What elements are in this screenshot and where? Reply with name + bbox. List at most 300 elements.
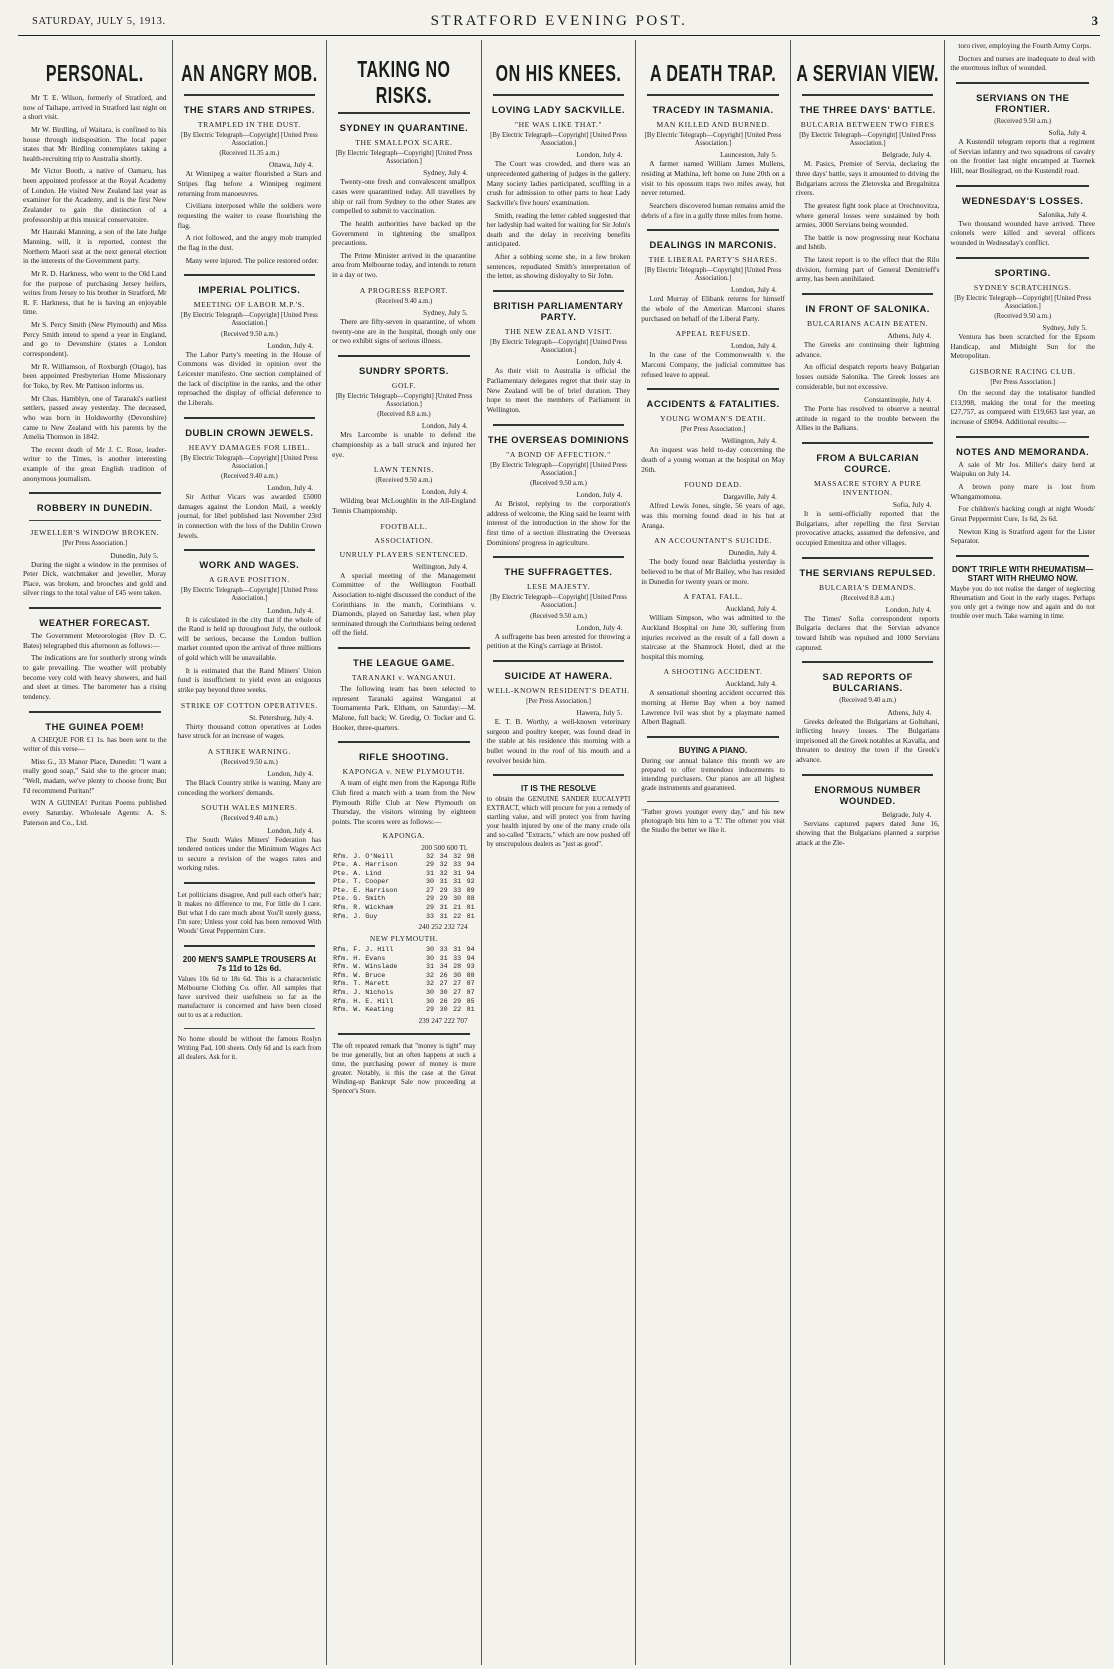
article-paragraph: It is semi-officially reported that the Bulgarians, after repelling the first Servian provocative attacks, assumed the defensive, and occupied Emenitza and other villages. xyxy=(795,510,940,548)
article-paragraph: The battle is now progressing near Kochana and Ishtib. xyxy=(795,233,940,252)
section-divider xyxy=(493,290,625,292)
score-cell: 31 xyxy=(439,954,448,963)
competitor-name: Pte. A. Harrison xyxy=(333,861,398,870)
article-paragraph: For children's hacking cough at night Woods' Great Peppermint Cure, 1s 6d, 2s 6d. xyxy=(950,505,1095,523)
score-cell: 30 xyxy=(453,895,462,904)
section-divider xyxy=(647,388,779,390)
score-cell: 31 xyxy=(439,903,448,912)
section-heading: THE LEAGUE GAME. xyxy=(353,657,455,669)
section-heading: SUNDRY SPORTS. xyxy=(359,364,449,376)
competitor-name: Rfm. H. E. Hill xyxy=(333,997,394,1006)
subheading: BULCARIA'S DEMANDS. xyxy=(819,582,917,592)
advertisement-heading: IT IS THE RESOLVE xyxy=(521,784,596,794)
section-divider xyxy=(956,185,1089,187)
score-cell: 85 xyxy=(466,997,475,1006)
subheading: UNRULY PLAYERS SENTENCED. xyxy=(339,549,469,559)
section-divider xyxy=(29,711,161,713)
article-paragraph: Mr W. Birdling, of Waitara, is confined to his house through indisposition. The local paper states that Mr Birdling contemplates taking a health-recruiting trip to Australia shortly. xyxy=(23,125,167,163)
section-heading: RIFLE SHOOTING. xyxy=(359,751,449,763)
article-paragraph: M. Pasics, Premier of Servia, declaring the three days' battle, says it amounted to driving the Bulgarians across the Zletovska and Bregalnitza rivers. xyxy=(795,160,940,198)
dateline: Athens, July 4. xyxy=(887,331,932,340)
section-heading: THE SERVIANS REPULSED. xyxy=(799,566,936,578)
section-divider xyxy=(647,229,779,231)
article-paragraph: The Government Meteorologist (Rev D. C. Bates) telegraphed this afternoon as follows:— xyxy=(23,632,167,650)
section-heading: THE STARS AND STRIPES. xyxy=(183,104,316,115)
section-heading: DUBLIN CROWN JEWELS. xyxy=(185,426,314,438)
score-cell: 27 xyxy=(439,980,448,989)
dateline: Constantinople, July 4. xyxy=(864,395,932,405)
score-columns: 200 500 600 Tl. xyxy=(421,842,468,852)
subheading: MASSACRE STORY A PURE INVENTION. xyxy=(813,479,922,498)
section-divider xyxy=(802,557,934,559)
article-paragraph: A sale of Mr Jos. Miller's dairy herd at Waipuku on July 14. xyxy=(950,460,1095,479)
competitor-name: Pte. A. Lind xyxy=(333,869,382,878)
subheading: MEETING OF LABOR M.P.'S. xyxy=(193,300,305,310)
subheading: HEAVY DAMAGES FOR LIBEL. xyxy=(188,442,310,452)
wire-credit: [By Electric Telegraph—Copyright] [United Press Association.] xyxy=(644,132,782,148)
columns xyxy=(18,40,1100,1665)
section-heading: ENORMOUS NUMBER WOUNDED. xyxy=(814,783,921,806)
score-cell: 30 xyxy=(453,971,462,980)
score-cell: 32 xyxy=(439,861,448,870)
article-paragraph: The South Wales Miners' Federation has tendered notices under the Minimum Wages Act to secure a revision of the wages rates and working rules. xyxy=(177,835,322,873)
competitor-name: Rfm. W. Bruce xyxy=(333,971,386,980)
newspaper-title: STRATFORD EVENING POST. xyxy=(430,13,688,29)
score-table-kaponga xyxy=(332,853,476,922)
section-divider xyxy=(338,112,470,114)
wire-credit: [By Electric Telegraph—Copyright] [United Press Association.] xyxy=(335,150,473,166)
section-divider xyxy=(956,82,1089,84)
dateline: Wellington, July 4. xyxy=(412,561,468,571)
advertisement-text: The oft repeated remark that "money is tight" may be true generally, but an often happens at such a time, the purchasing power of money is more greater. Notably, is this the case at the Great Winding-up Bankrupt Sale now proceeding at Spencer's Store. xyxy=(332,1042,476,1095)
article-paragraph: The greatest fight took place at Orechnovitza, where general losses were sustained by both armies, 3000 Servians being wounded. xyxy=(795,201,940,230)
article-paragraph: A team of eight men from the Kaponga Rifle Club fired a match with a team from the New Plymouth Rifle Club at New Plymouth on Thursday, the visitors winning by eighteen points. The scores were as follows:— xyxy=(332,779,476,826)
article-paragraph: After a sobbing scene she, in a few broken sentences, repudiated Smith's interpretation of the letter, as showing disloyalty to Sir John. xyxy=(486,253,631,281)
section-heading: TRACEDY IN TASMANIA. xyxy=(652,104,774,115)
section-heading: SERVIANS ON THE FRONTIER. xyxy=(976,91,1070,114)
score-cell: 31 xyxy=(426,869,435,878)
section-heading: THE OVERSEAS DOMINIONS xyxy=(487,433,630,445)
subheading: A PROGRESS REPORT. xyxy=(359,285,448,295)
advertisement-text: Maybe you do not realise the danger of neglecting Rheumatism and Gout in the early stages. Perhaps you only get a twinge now and again and do not trouble over much. Take warning in time. xyxy=(950,585,1095,620)
section-divider xyxy=(802,442,934,444)
dateline: Hawera, July 5. xyxy=(576,708,623,718)
score-cell: 32 xyxy=(426,971,435,980)
section-divider xyxy=(802,293,934,295)
section-divider xyxy=(802,661,934,663)
subheading: APPEAL REFUSED. xyxy=(675,329,751,339)
dateline: Sydney, July 5. xyxy=(423,307,468,317)
score-row xyxy=(332,963,476,972)
article-paragraph: Alfred Lewis Jones, single, 56 years of age, was this morning found dead in his hut at Aranga. xyxy=(641,502,785,530)
section-divider xyxy=(493,774,625,776)
score-cell: 27 xyxy=(426,886,435,895)
competitor-name: Pte. G. Smith xyxy=(333,895,386,904)
wire-credit: [Per Press Association.] xyxy=(990,378,1056,386)
article-paragraph: A farmer named William James Mullens, residing at Mathina, left home on June 20th on a visit to his opossum traps two miles away, but never returned. xyxy=(641,160,785,198)
competitor-name: Pte. E. Harrison xyxy=(333,886,398,895)
score-cell: 29 xyxy=(453,997,462,1006)
subheading: "HE WAS LIKE THAT." xyxy=(514,120,603,129)
score-cell: 88 xyxy=(466,895,475,904)
article-paragraph: An inquest was held to-day concerning the death of a young woman at the hospital on May 26th. xyxy=(641,446,785,474)
section-divider xyxy=(184,882,316,884)
received-time: (Received 8.8 a.m.) xyxy=(377,411,431,419)
article-paragraph: A riot followed, and the angry mob trampled the flag in the dust. xyxy=(177,234,322,252)
dateline: Sofia, July 4. xyxy=(892,500,932,510)
article-paragraph: A suffragette has been arrested for throwing a petition at the King's carriage at Bristol. xyxy=(486,632,631,651)
score-cell: 31 xyxy=(453,869,462,878)
section-heading: THE SUFFRAGETTES. xyxy=(504,566,613,578)
article-paragraph: A Kustendil telegram reports that a regiment of Servian infantry and two squadrons of cavalry on the frontier last night encamped at Tsernek Hill, near Bosilegrad, on the Kustendil road. xyxy=(950,138,1095,175)
score-cell: 30 xyxy=(426,954,435,963)
dateline: Launceston, July 5. xyxy=(720,150,777,160)
column-3 xyxy=(327,40,482,1665)
score-cell: 94 xyxy=(466,954,475,963)
article-paragraph: Searchers discovered human remains amid the debris of a fire in a gully three miles from home. xyxy=(641,201,785,220)
section-heading: SAD REPORTS OF BULCARIANS. xyxy=(822,671,913,694)
score-cell: 81 xyxy=(466,912,475,921)
score-row xyxy=(332,887,476,896)
article-paragraph: At Bristol, replying to the corporation's address of welcome, the King said he learnt with interest of the introduction in the show for the first time of a section illustrating the Overseas Dominions' progress in agriculture. xyxy=(486,499,631,547)
wire-credit: [By Electric Telegraph—Copyright] [United Press Association.] xyxy=(490,132,627,148)
score-cell: 87 xyxy=(466,989,475,998)
received-time: (Received 9.50 a.m.) xyxy=(530,479,587,487)
score-cell: 94 xyxy=(466,946,475,955)
score-cell: 30 xyxy=(426,989,435,998)
dateline: London, July 4. xyxy=(885,604,932,614)
section-heading: WEDNESDAY'S LOSSES. xyxy=(962,194,1084,206)
score-cell: 32 xyxy=(453,852,462,861)
subheading: TRAMPLED IN THE DUST. xyxy=(197,120,301,129)
wire-credit: [By Electric Telegraph—Copyright] [United Press Association.] xyxy=(954,294,1092,310)
article-paragraph: Lord Murray of Elibank returns for himself the whole of the American Marconi shares purchased on behalf of the Liberal Party. xyxy=(641,295,785,323)
dateline: Dargaville, July 4. xyxy=(723,492,777,502)
score-cell: 27 xyxy=(453,989,462,998)
advertisement-text: During our annual balance this month we are prepared to offer tremendous inducements to intending purchasers. Our pianos are all highest grade instruments and guaranteed. xyxy=(641,758,785,792)
score-cell: 89 xyxy=(466,886,475,895)
subheading: SYDNEY SCRATCHINGS. xyxy=(973,282,1072,292)
score-cell: 33 xyxy=(426,912,435,921)
subheading: A FATAL FALL. xyxy=(683,592,743,602)
score-cell: 29 xyxy=(426,895,435,904)
section-divider xyxy=(184,945,316,947)
score-row xyxy=(332,989,476,998)
team-name: KAPONGA. xyxy=(382,830,426,840)
subheading: MAN KILLED AND BURNED. xyxy=(656,120,770,129)
received-time: (Received 9.50 a.m.) xyxy=(994,117,1052,125)
wire-credit: [Per Press Association.] xyxy=(526,697,591,705)
advertisement-text: to obtain the GENUINE SANDER EUCALYPTI EXTRACT, which will procure for you a remedy of startling value, and will protect you from having your health injured by one of the many crude oils and so-called "Extracts," which are now pushed off by unscrupulous dealers as "just as good". xyxy=(486,796,631,849)
score-row xyxy=(332,853,476,862)
subheading: LESE MAJESTY. xyxy=(527,582,590,592)
section-heading: NOTES AND MEMORANDA. xyxy=(956,445,1090,457)
competitor-name: Pte. T. Cooper xyxy=(333,878,390,887)
received-time: (Received 11.35 a.m.) xyxy=(219,150,280,158)
score-cell: 21 xyxy=(453,903,462,912)
column-heading: AN ANGRY MOB. xyxy=(181,61,318,87)
section-divider xyxy=(647,94,779,96)
score-cell: 30 xyxy=(439,1006,448,1015)
section-divider xyxy=(29,607,161,609)
subheading: FOUND DEAD. xyxy=(684,480,742,490)
score-cell: 87 xyxy=(466,980,475,989)
article-paragraph: Greeks defeated the Bulgarians at Goltshani, inflicting heavy losses. The Bulgarians imprisoned all the Greek notables at Kavalla, and threaten to destroy the town if the Greek's advance. xyxy=(795,717,940,765)
section-divider xyxy=(338,647,470,649)
dateline: London, July 4. xyxy=(267,340,314,350)
section-divider xyxy=(338,1033,470,1035)
subheading: GISBORNE RACING CLUB. xyxy=(969,366,1076,376)
received-time: (Received 9.50 a.m.) xyxy=(220,758,278,766)
score-cell: 81 xyxy=(466,1006,475,1015)
competitor-name: Rfm. J. Nichols xyxy=(333,989,394,998)
article-paragraph: It is estimated that the Rand Miners' Union fund is insufficient to yield even an exiguous strike pay beyond three weeks. xyxy=(177,666,322,695)
advertisement-heading: 200 MEN'S SAMPLE TROUSERS At 7s 11d to 12s 6d. xyxy=(182,954,316,973)
received-time: (Received 9.50 a.m.) xyxy=(220,330,278,338)
rule xyxy=(29,520,161,521)
score-cell: 31 xyxy=(426,963,435,972)
score-cell: 88 xyxy=(466,971,475,980)
section-heading: SYDNEY IN QUARANTINE. xyxy=(339,122,469,133)
dateline: London, July 4. xyxy=(421,421,468,431)
dateline: London, July 4. xyxy=(267,483,314,493)
wire-credit: [By Electric Telegraph—Copyright] [United Press Association.] xyxy=(180,132,318,148)
dateline: London, July 4. xyxy=(267,605,314,615)
column-heading: TAKING NO RISKS. xyxy=(357,57,451,109)
column-1 xyxy=(18,40,173,1665)
article-paragraph: Mr T. E. Wilson, formerly of Stratford, and now of Taihape, arrived in Stratford last night on a short visit. xyxy=(23,94,167,122)
score-cell: 32 xyxy=(426,980,435,989)
section-divider xyxy=(956,555,1089,557)
article-paragraph: Mr Victor Booth, a native of Oamaru, has been appointed professor at the Royal Academy of London. He visited New Zealand last year as examiner for the Academy, and is the first New Zealander to gain the distinction of a professorship at this musical conservatoire. xyxy=(23,167,167,224)
dateline: Belgrade, July 4. xyxy=(881,150,932,160)
dateline: Auckland, July 4. xyxy=(725,679,777,689)
rule xyxy=(184,1028,316,1029)
score-cell: 29 xyxy=(426,861,435,870)
article-paragraph: The Labor Party's meeting in the House of Commons was divided in opinion over the Leicester manifesto. One section complained of the lack of discipline in the ranks, and the other reproached the display of official deference to the Liberals. xyxy=(177,350,322,407)
section-heading: SUICIDE AT HAWERA. xyxy=(504,669,613,681)
dateline: Athens, July 4. xyxy=(887,707,932,717)
masthead xyxy=(18,12,1100,36)
score-row xyxy=(332,878,476,887)
wire-credit: [Per Press Association.] xyxy=(680,426,746,434)
dateline: Dunedin, July 5. xyxy=(110,550,159,560)
section-heading: WEATHER FORECAST. xyxy=(39,617,151,629)
score-rows xyxy=(332,853,476,922)
competitor-name: Rfm. J. O'Neill xyxy=(333,852,394,861)
column-2 xyxy=(173,40,328,1665)
score-cell: 34 xyxy=(439,963,448,972)
dateline: London, July 4. xyxy=(731,285,777,295)
article-paragraph: A CHEQUE FOR £1 1s. has been sent to the writer of this verse— xyxy=(23,735,167,754)
received-time: (Received 9.50 a.m.) xyxy=(375,477,433,485)
subheading: A STRIKE WARNING. xyxy=(207,746,291,756)
section-divider xyxy=(184,417,316,419)
score-cell: 34 xyxy=(439,852,448,861)
competitor-name: Rfm. F. J. Hill xyxy=(333,946,394,955)
section-divider xyxy=(184,94,316,96)
article-paragraph: Miss G., 33 Manor Place, Dunedin: "I want a really good soap," Said she to the grocer man; "Well, madam, we've plenty to choose from; But I'd recommend Puritan!" xyxy=(23,757,167,795)
advertisement-text: No home should be without the famous Roslyn Writing Pad, 100 sheets. Only 6d and 1s each from all dealers. Ask for it. xyxy=(177,1035,322,1061)
advertisement-text: "Father grows younger every day," and his new photograph bits him to a 'T.' The oftener you visit the Studio the better we like it. xyxy=(641,808,785,834)
column-5 xyxy=(636,40,791,1665)
score-table-new-plymouth xyxy=(332,946,476,1015)
article-paragraph: A sensational shooting accident occurred this morning at Herne Bay when a boy named Lawrence Ivil was shot by a playmate named Albert Bagnall. xyxy=(641,689,785,727)
wire-credit: [By Electric Telegraph—Copyright] [United Press Association.] xyxy=(335,392,473,408)
score-cell: 30 xyxy=(426,878,435,887)
section-divider xyxy=(338,355,470,357)
dateline: Belgrade, July 4. xyxy=(881,809,932,819)
subheading: A SHOOTING ACCIDENT. xyxy=(663,667,763,677)
score-cell: 33 xyxy=(453,954,462,963)
competitor-name: Rfm. H. Evans xyxy=(333,954,386,963)
article-paragraph: Mr Chas. Hamblyn, one of Taranaki's earliest settlers, passed away yesterday. The deceased, who was born in Holdsworthy (Devonshire) came to New Zealand with his parents by the Amelia Thomson in 1842. xyxy=(23,394,167,442)
article-paragraph: Servians captured papers dated June 16, showing that the Bulgarians planned a surprise attack at the Zle- xyxy=(795,819,940,848)
score-cell: 28 xyxy=(453,963,462,972)
score-rows xyxy=(332,946,476,1015)
score-cell: 29 xyxy=(426,1006,435,1015)
section-divider xyxy=(493,94,625,96)
section-divider xyxy=(802,774,934,776)
section-heading: LOVING LADY SACKVILLE. xyxy=(491,104,626,115)
score-cell: 98 xyxy=(466,852,475,861)
score-cell: 31 xyxy=(439,878,448,887)
received-time: (Received 9.40 a.m.) xyxy=(375,297,433,305)
score-row xyxy=(332,861,476,870)
article-paragraph: Mr R. Williamson, of Roxburgh (Otago), has been appointed Presbyterian Home Missionary for Toko, by Rev. Mr Pattison informs us. xyxy=(23,362,167,390)
advertisement-heading: BUYING A PIANO. xyxy=(678,746,748,755)
dateline: London, July 4. xyxy=(421,487,468,497)
subheading: BULCARIANS ACAIN BEATEN. xyxy=(806,319,929,328)
article-paragraph: Smith, reading the letter cabled suggested that her ladyship had waited for waiting for Sir John's death and the delay in receiving benefits anticipated. xyxy=(486,211,631,249)
section-divider xyxy=(802,94,934,96)
subheading: AN ACCOUNTANT'S SUICIDE. xyxy=(654,536,772,546)
section-heading: THE GUINEA POEM! xyxy=(45,720,145,732)
score-row xyxy=(332,972,476,981)
score-cell: 27 xyxy=(453,980,462,989)
competitor-name: Rfm. W. Keating xyxy=(333,1006,394,1015)
dateline: London, July 4. xyxy=(267,769,314,779)
subheading: STRIKE OF COTTON OPERATIVES. xyxy=(180,700,318,710)
dateline: London, July 4. xyxy=(576,622,623,632)
section-heading: ACCIDENTS & FATALITIES. xyxy=(646,398,780,410)
advertisement-heading: DON'T TRIFLE WITH RHEUMATISM—START WITH RHEUMO NOW. xyxy=(952,564,1094,583)
section-divider xyxy=(338,741,470,743)
wire-credit: [By Electric Telegraph—Copyright] [United Press Association.] xyxy=(180,587,318,603)
dateline: London, July 4. xyxy=(576,489,623,499)
section-heading: THE THREE DAYS' BATTLE. xyxy=(799,104,936,115)
article-paragraph: The Court was crowded, and there was an unprecedented gathering of judges in the gallery. Many society ladies participated, scuffling in a crush for admission to other parts to hear Lady Sackville's five hours' examination. xyxy=(486,160,631,207)
score-cell: 94 xyxy=(466,869,475,878)
article-paragraph: It is calculated in the city that if the whole of the Rand is held up throughout July, the outlook will be serious, because the London bullion market counted upon the arrival of three millions of gold which will be unavailable. xyxy=(177,615,322,663)
article-paragraph: Twenty-one fresh and convalescent smallpox cases were quarantined today. All travellers by ship or rail from Sydney to the other States are compelled to submit to vaccination. xyxy=(332,178,476,216)
score-cell: 32 xyxy=(439,869,448,878)
subheading: JEWELLER'S WINDOW BROKEN. xyxy=(30,528,160,538)
subheading: ASSOCIATION. xyxy=(374,535,434,545)
received-time: (Received 9.50 a.m.) xyxy=(530,612,587,620)
article-paragraph: Newton King is Stratford agent for the Lister Separator. xyxy=(950,527,1095,546)
advertisement-text: Values 10s 6d to 18s 6d. This is a characteristic Melbourne Clothing Co. offer. All samples that have survived their usefulness so far as the manufacturer is concerned and have been closed out to us at a reduction. xyxy=(177,975,322,1019)
article-paragraph: E. T. B. Worthy, a well-known veterinary surgeon and poultry keeper, was found dead in the stable at his residence this morning with a bullet wound in the roof of his mouth and a revolver beside him. xyxy=(486,718,631,765)
dateline: London, July 4. xyxy=(267,825,314,835)
article-paragraph: Thirty thousand cotton operatives at Lodes have struck for an increase of wages. xyxy=(177,722,322,741)
article-paragraph: A special meeting of the Management Committee of the Wellington Football Association to-night discussed the conduct of the Corinthians in the match, Corinthians v. Diamonds, played on Saturday last, when play terminated through the Corinthians being ordered off the field. xyxy=(332,571,476,638)
section-divider xyxy=(184,274,316,276)
score-cell: 31 xyxy=(453,946,462,955)
score-cell: 30 xyxy=(426,946,435,955)
article-continuation: toro river, employing the Fourth Army Corps. xyxy=(958,42,1092,50)
column-heading: PERSONAL. xyxy=(45,61,144,87)
wire-credit: [By Electric Telegraph—Copyright] [United Press Association.] xyxy=(644,267,782,283)
dateline: St. Petersburg, July 4. xyxy=(249,712,314,722)
article-paragraph: Two thousand wounded have arrived. Three colonels were killed and several officers wounded in Wednesday's conflict. xyxy=(950,219,1095,247)
section-heading: FROM A BULCARIAN COURCE. xyxy=(816,452,919,475)
wire-credit: [By Electric Telegraph—Copyright] [United Press Association.] xyxy=(180,454,318,470)
wire-credit: [By Electric Telegraph—Copyright] [United Press Association.] xyxy=(799,132,937,148)
score-cell: 22 xyxy=(453,1006,462,1015)
score-cell: 30 xyxy=(426,997,435,1006)
dateline: Ottawa, July 4. xyxy=(268,160,314,170)
section-heading: SPORTING. xyxy=(994,266,1051,278)
wire-credit: [By Electric Telegraph—Copyright] [United Press Association.] xyxy=(490,461,627,477)
subheading: BULCARIA BETWEEN TWO FIRES xyxy=(800,120,935,129)
score-total: 239 247 222 707 xyxy=(418,1015,468,1025)
dateline: Wellington, July 4. xyxy=(721,436,777,446)
column-heading: A DEATH TRAP. xyxy=(649,61,777,87)
article-paragraph: The Porte has resolved to observe a neutral attitude in regard to the trouble between the Allies in the Balkans. xyxy=(795,405,940,433)
section-divider xyxy=(956,436,1089,438)
article-paragraph: The Black Country strike is waning. Many are conceding the workers' demands. xyxy=(177,779,322,797)
score-row xyxy=(332,980,476,989)
article-paragraph: The following team has been selected to represent Taranaki against Wanganui at Tournamenta Park, Eltham, on Saturday:—M. Malone, full back; W. Gredig, O. Tocker and G. Hooker, three-quarters. xyxy=(332,685,476,732)
column-heading: A SERVIAN VIEW. xyxy=(796,61,939,87)
score-cell: 32 xyxy=(426,852,435,861)
issue-date: SATURDAY, JULY 5, 1913. xyxy=(32,16,166,27)
received-time: (Received 8.8 a.m.) xyxy=(840,594,895,602)
article-paragraph: The Prime Minister arrived in the quarantine area from Melbourne today, and intends to return in a day or two. xyxy=(332,251,476,280)
score-row xyxy=(332,870,476,879)
competitor-name: Rfm. J. Guy xyxy=(333,912,378,921)
article-paragraph: During the night a window in the premises of Peter Dick, watchmaker and jeweller, Moray Place, was broken, and brooches and gold and silver rings to the total value of £45 were taken. xyxy=(23,560,167,598)
article-paragraph: The Greeks are continuing their lightning advance. xyxy=(795,341,940,359)
score-cell: 33 xyxy=(453,886,462,895)
article-paragraph: Mr S. Percy Smith (New Plymouth) and Miss Percy Smith intend to spend a year in England, and go to Devonshire (states a London correspondent). xyxy=(23,321,167,359)
wire-credit: [By Electric Telegraph—Copyright] [United Press Association.] xyxy=(490,594,627,610)
wire-credit: [Per Press Association.] xyxy=(62,540,128,548)
section-heading: BRITISH PARLIAMENTARY PARTY. xyxy=(493,300,624,322)
score-row xyxy=(332,895,476,904)
article-paragraph: There are fifty-seven in quarantine, of whom twenty-one are in the hospital, though only one or two exhibit signs of serious illness. xyxy=(332,317,476,346)
subheading: YOUNG WOMAN'S DEATH. xyxy=(660,414,766,424)
section-divider xyxy=(493,660,625,662)
score-row xyxy=(332,998,476,1007)
article-paragraph: Wilding beat McLoughlin in the All-England Tennis Championship. xyxy=(332,497,476,515)
subheading: LAWN TENNIS. xyxy=(373,465,434,475)
received-time: (Received 9.40 a.m.) xyxy=(220,472,278,480)
section-divider xyxy=(647,736,779,738)
rule xyxy=(647,801,779,802)
score-row xyxy=(332,946,476,955)
subheading: GOLF. xyxy=(391,380,416,390)
team-name: NEW PLYMOUTH. xyxy=(369,934,438,944)
article-paragraph: As their visit to Australia is official the Parliamentary delegates regret that their stay in New Zealand will be of brief duration. They hope to meet the members of Parliament in Wellington. xyxy=(486,367,631,414)
article-paragraph: Many were injured. The police restored order. xyxy=(185,256,319,265)
article-paragraph: In the case of the Commonwealth v. the Marconi Company, the judicial committee has refused leave to appeal. xyxy=(641,351,785,379)
subheading: FOOTBALL. xyxy=(380,521,428,531)
subheading: A GRAVE POSITION. xyxy=(208,575,290,585)
subheading: THE LIBERAL PARTY'S SHARES. xyxy=(648,255,778,265)
article-paragraph: Ventura has been scratched for the Epsom Handicap, and Midnight Sun for the Metropolitan. xyxy=(950,333,1095,361)
